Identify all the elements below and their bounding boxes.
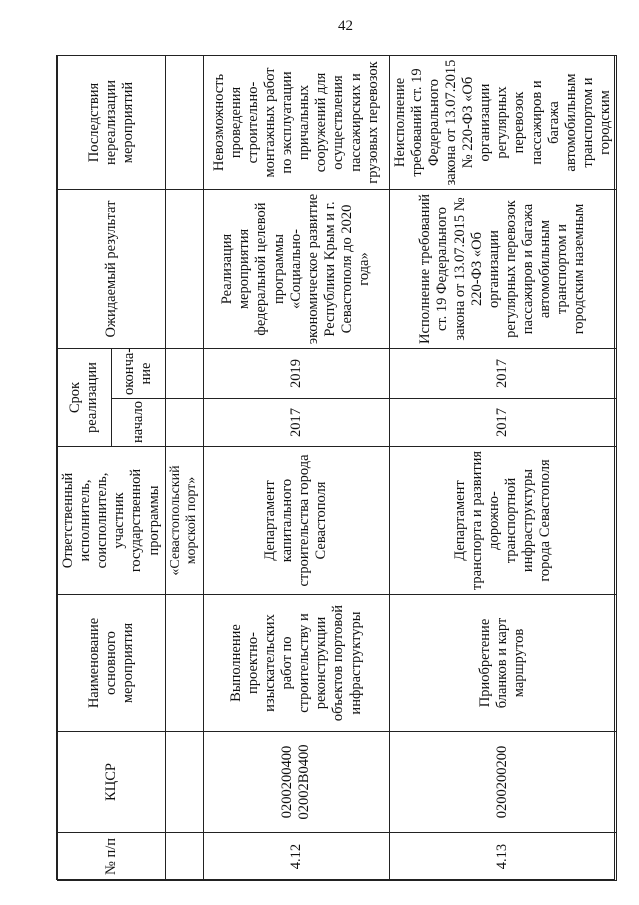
cell-executor: Департамент капитального строительства города Севастополя bbox=[203, 447, 389, 595]
cell-end: 2019 bbox=[203, 349, 389, 399]
cell-result: Исполнение требований ст. 19 Федерального закона от 13.07.2015 № 220-ФЗ «Об организации регулярных перевозок пассажиров и багажа автомобильным транспортом и городским наземным bbox=[389, 190, 616, 349]
cell-kcsr-line-1: 0200200400 bbox=[279, 745, 296, 819]
cell-executor: Департамент транспорта и развития дорожно-транспортной инфраструктуры города Севастополя bbox=[389, 447, 616, 595]
secondary-row bbox=[165, 56, 203, 881]
cell-num: 4.13 bbox=[389, 833, 616, 881]
secondary-cell-name bbox=[165, 595, 203, 732]
table-row-4-12 bbox=[203, 56, 389, 881]
header-term: Срок реализации bbox=[58, 349, 112, 447]
cell-kcsr bbox=[203, 732, 389, 833]
secondary-cell-consequences bbox=[165, 56, 203, 190]
header-result: Ожидаемый результат bbox=[58, 190, 166, 349]
header-term-start: начало bbox=[111, 399, 165, 447]
secondary-cell-kcsr bbox=[165, 732, 203, 833]
measures-table bbox=[57, 55, 617, 881]
header-name: Наименование основного мероприятия bbox=[58, 595, 166, 732]
secondary-cell-end bbox=[165, 349, 203, 399]
header-num: № п/п bbox=[58, 833, 166, 881]
cell-start: 2017 bbox=[389, 399, 616, 447]
cell-consequences: Неисполнение требований ст. 19 Федерального закона от 13.07.2015 № 220-ФЗ «Об организации регулярных перевозок пассажиров и багажа автомобильным транспортом и городским bbox=[389, 56, 616, 190]
cell-num: 4.12 bbox=[203, 833, 389, 881]
rotated-table-container bbox=[57, 56, 616, 881]
header-row-1 bbox=[58, 56, 112, 881]
header-kcsr: КЦСР bbox=[58, 732, 166, 833]
cell-kcsr bbox=[389, 732, 616, 833]
secondary-cell-executor: «Севастопольский морской порт» bbox=[165, 447, 203, 595]
table-row-4-13 bbox=[389, 56, 616, 881]
secondary-cell-result bbox=[165, 190, 203, 349]
page-number: 42 bbox=[338, 18, 353, 34]
cell-name: Приобретение бланков и карт маршрутов bbox=[389, 595, 616, 732]
header-consequences: Последствия нереализации мероприятий bbox=[58, 56, 166, 190]
table-frame bbox=[56, 55, 615, 880]
cell-start: 2017 bbox=[203, 399, 389, 447]
cell-name: Выполнение проектно-изыскательских работ по строительству и реконструкции объектов портовой инфраструктуры bbox=[203, 595, 389, 732]
secondary-cell-num bbox=[165, 833, 203, 881]
cell-kcsr-line-2: 02002B0400 bbox=[296, 744, 313, 820]
secondary-cell-start bbox=[165, 399, 203, 447]
cell-kcsr-line-1: 0200200200 bbox=[494, 745, 511, 819]
header-executor: Ответственный исполнитель, соисполнитель, участник государственной программы bbox=[58, 447, 166, 595]
cell-result: Реализация мероприятия федеральной целевой программы «Социально-экономическое развитие Республики Крым и г. Севастополя до 2020 года» bbox=[203, 190, 389, 349]
header-term-end: оконча-ние bbox=[111, 349, 165, 399]
cell-end: 2017 bbox=[389, 349, 616, 399]
cell-consequences: Невозможность проведения строительно-монтажных работ по эксплуатации причальных сооружений для осуществления пассажирских и грузовых перевозок bbox=[203, 56, 389, 190]
